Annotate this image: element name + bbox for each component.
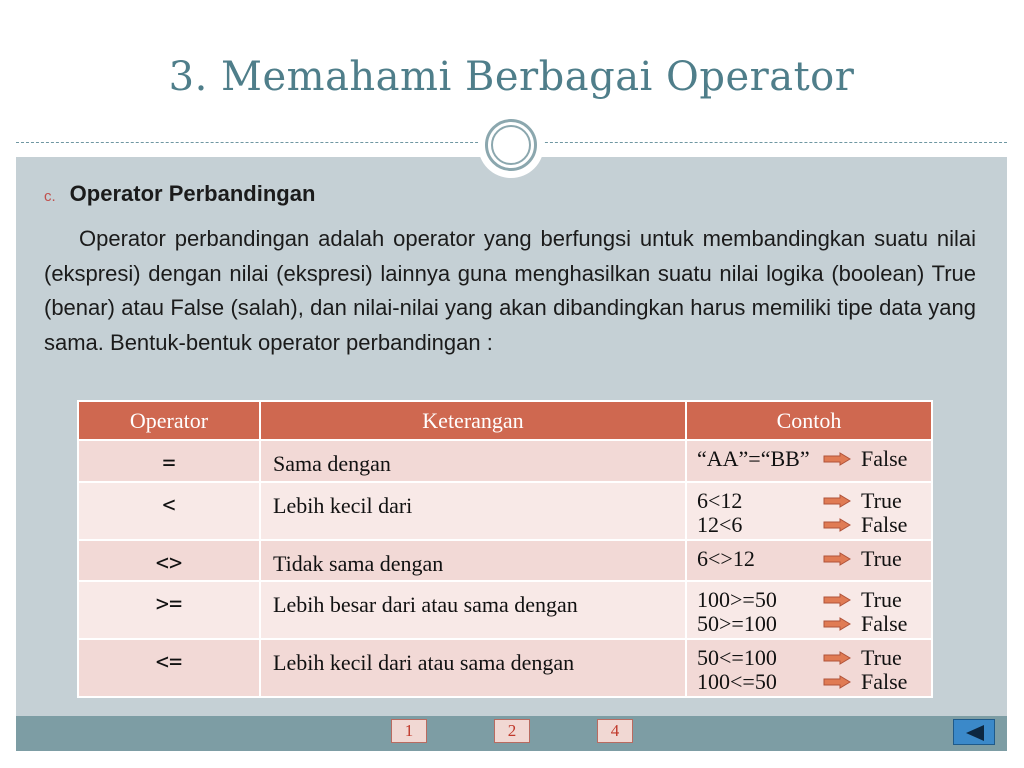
example-line (697, 489, 931, 513)
example-expression: 50>=100 (697, 611, 777, 636)
operator-cell: = (78, 440, 260, 482)
table-header-row (78, 401, 932, 440)
example-expression: 6<>12 (697, 546, 755, 571)
slide-title: 3. Memahami Berbagai Operator (168, 54, 855, 100)
operator-cell: >= (78, 581, 260, 639)
example-line (697, 588, 931, 612)
example-line (697, 670, 931, 694)
example-result: True (861, 546, 902, 571)
right-arrow-icon (823, 593, 851, 607)
example-result: True (861, 587, 902, 612)
table-row (78, 639, 932, 697)
right-arrow-icon (823, 494, 851, 508)
header-contoh: Contoh (686, 401, 932, 440)
example-line (697, 547, 931, 571)
operator-cell: <= (78, 639, 260, 697)
example-cell (686, 540, 932, 581)
subheading (44, 181, 315, 207)
example-result: True (861, 488, 902, 513)
example-line (697, 646, 931, 670)
description-cell: Sama dengan (260, 440, 686, 482)
right-arrow-icon (823, 452, 851, 466)
example-result: True (861, 645, 902, 670)
example-line (697, 447, 931, 471)
header-operator: Operator (78, 401, 260, 440)
example-expression: 12<6 (697, 512, 743, 537)
example-expression: 100<=50 (697, 669, 777, 694)
right-arrow-icon (823, 617, 851, 631)
description-cell: Lebih kecil dari (260, 482, 686, 540)
example-result: False (861, 611, 908, 636)
table-row (78, 581, 932, 639)
table-row (78, 540, 932, 581)
description-cell: Lebih kecil dari atau sama dengan (260, 639, 686, 697)
operator-cell: <> (78, 540, 260, 581)
description-cell: Tidak sama dengan (260, 540, 686, 581)
example-expression: 100>=50 (697, 587, 777, 612)
slide-frame (16, 16, 1007, 751)
slide-content (16, 16, 1007, 751)
example-cell (686, 581, 932, 639)
nav-button-4[interactable]: 4 (597, 719, 633, 743)
nav-button-1[interactable]: 1 (391, 719, 427, 743)
operator-table (77, 400, 933, 698)
right-arrow-icon (823, 675, 851, 689)
example-line (697, 513, 931, 537)
table-row (78, 440, 932, 482)
example-cell (686, 440, 932, 482)
bullet-marker: c. (44, 188, 56, 205)
example-cell (686, 639, 932, 697)
nav-button-2[interactable]: 2 (494, 719, 530, 743)
example-expression: 50<=100 (697, 645, 777, 670)
right-arrow-icon (823, 518, 851, 532)
example-result: False (861, 512, 908, 537)
subheading-text: Operator Perbandingan (69, 181, 316, 206)
description-cell: Lebih besar dari atau sama dengan (260, 581, 686, 639)
operator-cell: < (78, 482, 260, 540)
example-result: False (861, 446, 908, 471)
right-arrow-icon (823, 651, 851, 665)
table-row (78, 482, 932, 540)
right-arrow-icon (823, 552, 851, 566)
example-cell (686, 482, 932, 540)
example-expression: 6<12 (697, 488, 743, 513)
back-button[interactable] (953, 719, 995, 745)
example-expression: “AA”=“BB” (697, 446, 810, 471)
back-arrow-icon (954, 720, 996, 746)
example-result: False (861, 669, 908, 694)
header-keterangan: Keterangan (260, 401, 686, 440)
description-paragraph: Operator perbandingan adalah operator yang berfungsi untuk membandingkan suatu nilai (ekspresi) dengan nilai (ekspresi) lainnya guna menghasilkan suatu nilai logika (boolean) True (benar) atau False (salah), dan nilai-nilai yang akan dibandingkan harus memiliki tipe data yang sama. Bentuk-bentuk operator perbandingan : (44, 226, 976, 355)
example-line (697, 612, 931, 636)
